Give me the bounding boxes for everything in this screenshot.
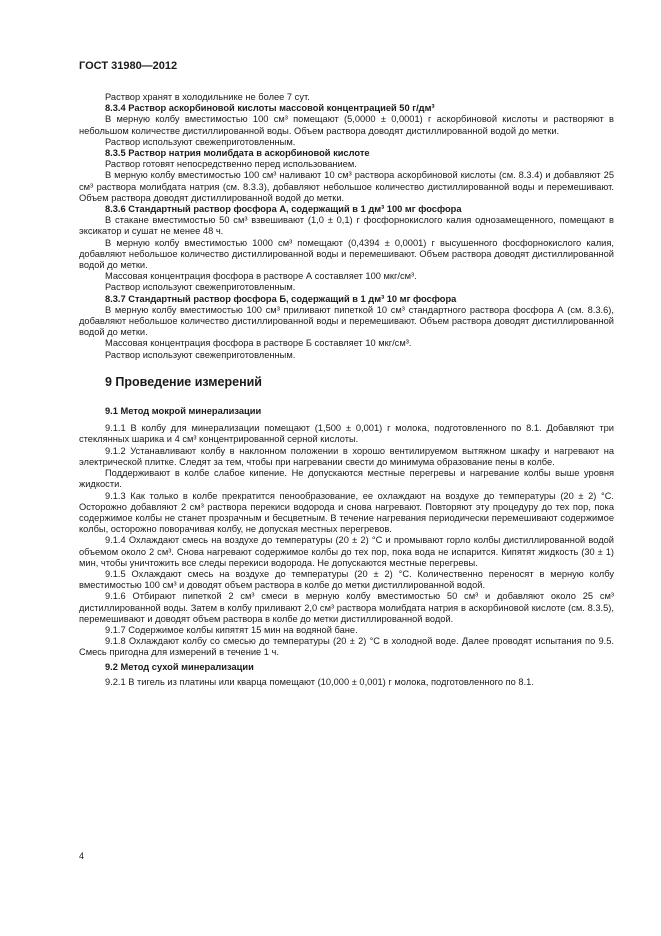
document-body [79,92,614,688]
paragraph: Раствор используют свежеприготовленным. [105,349,296,360]
paragraph: 9.1.4 Охлаждают смесь на воздухе до температуры (20 ± 2) °С и промывают горло колбы дистиллированной водой объемом около 2 см³. Снова нагревают содержимое колбы до тех пор, пока вода не испарится. Кипятят жидкость (30 ± 1) мин, чтобы уничтожить все следы перекиси водорода. Не допускаются местные перегревы. [79,535,614,568]
paragraph: 9.1.3 Как только в колбе прекратится пенообразование, ее охлаждают на воздухе до температуры (20 ± 2) °С. Осторожно добавляют 2 см³ раствора перекиси водорода и снова нагревают. Повторяют эту процедуру до тех пор, пока содержимое колбы не станет прозрачным и бесцветным. В течение нагревания периодически перемешивают содержимое колбы, осторожно поворачивая колбу, не допуская местных перегревов. [79,490,614,535]
subsection-heading: 9.2 Метод сухой минерализации [105,661,254,672]
paragraph: В мерную колбу вместимостью 1000 см³ помещают (0,4394 ± 0,0001) г высушенного фосфорнокислого калия, добавляют небольшое количество дистиллированной воды и перемешивают. Объем раствора доводят дистиллированной водой до метки. [79,237,614,271]
paragraph: 9.1.2 Устанавливают колбу в наклонном положении в хорошо вентилируемом вытяжном шкафу и нагревают на электрической плитке. Следят за тем, чтобы при нагревании свести до минимума образование пены в колбе. [79,445,614,467]
paragraph: Массовая концентрация фосфора в растворе Б составляет 10 мкг/см³. [105,338,412,349]
paragraph: 9.1.5 Охлаждают смесь на воздухе до температуры (20 ± 2) °С. Количественно переносят в мерную колбу вместимостью 100 см³ и доводят объем раствора в колбе до метки дистиллированной водой. [79,568,614,591]
paragraph: 9.2.1 В тигель из платины или кварца помещают (10,000 ± 0,001) г молока, подготовленного по 8.1. [105,676,534,687]
clause-heading: 8.3.6 Стандартный раствор фосфора А, содержащий в 1 дм³ 100 мг фосфора [105,204,462,215]
paragraph: 9.1.8 Охлаждают колбу со смесью до температуры (20 ± 2) °С в холодной воде. Далее проводят испытания по 9.5. Смесь пригодна для измерений в течение 1 ч. [79,636,614,658]
paragraph: В стакане вместимостью 50 см³ взвешивают (1,0 ± 0,1) г фосфорнокислого калия однозамещенного, помещают в эксикатор и сушат не менее 48 ч. [79,215,614,237]
paragraph: 9.1.7 Содержимое колбы кипятят 15 мин на водяной бане. [105,624,358,635]
section-heading: 9 Проведение измерений [105,374,262,389]
paragraph: Раствор готовят непосредственно перед использованием. [105,159,357,170]
paragraph: В мерную колбу вместимостью 100 см³ наливают 10 см³ раствора аскорбиновой кислоты (см. 8.3.4) и добавляют 25 см³ раствора молибдата натрия (см. 8.3.3), добавляют небольшое количество дистиллированной воды и перемешивают. Объем раствора доводят дистиллированной водой до метки. [79,170,614,203]
paragraph: 9.1.6 Отбирают пипеткой 2 см³ смеси в мерную колбу вместимостью 50 см³ и добавляют около 25 см³ дистиллированной воды. Затем в колбу приливают 2,0 см³ раствора молибдата натрия в аскорбиновой кислоте (см. 8.3.5), перемешивают и доводят объем раствора в колбе до метки дистиллированной водой. [79,591,614,624]
clause-heading: 8.3.7 Стандартный раствор фосфора Б, содержащий в 1 дм³ 10 мг фосфора [105,293,457,304]
document-header: ГОСТ 31980—2012 [79,60,178,72]
paragraph: Массовая концентрация фосфора в растворе А составляет 100 мкг/см³. [105,271,417,282]
paragraph: Раствор используют свежеприготовленным. [105,282,296,293]
paragraph: Раствор используют свежеприготовленным. [105,136,296,147]
subsection-heading: 9.1 Метод мокрой минерализации [105,406,262,417]
paragraph: Поддерживают в колбе слабое кипение. Не допускаются местные перегревы и нагревание колбы выше уровня жидкости. [79,468,614,490]
page-number: 4 [79,851,85,861]
paragraph: 9.1.1 В колбу для минерализации помещают (1,500 ± 0,001) г молока, подготовленного по 8.1. Добавляют три стеклянных шарика и 4 см³ концентрированной серной кислоты. [79,423,614,445]
clause-heading: 8.3.5 Раствор натрия молибдата в аскорбиновой кислоте [105,148,370,159]
paragraph: Раствор хранят в холодильнике не более 7 сут. [105,92,310,102]
paragraph: В мерную колбу вместимостью 100 см³ приливают пипеткой 10 см³ стандартного раствора фосфора А (см. 8.3.6), добавляют небольшое количество дистиллированной воды и перемешивают. Объем раствора доводят дистиллированной водой до метки. [79,304,614,338]
clause-heading: 8.3.4 Раствор аскорбиновой кислоты массовой концентрацией 50 г/дм³ [105,103,435,114]
paragraph: В мерную колбу вместимостью 100 см³ помещают (5,0000 ± 0,0001) г аскорбиновой кислоты и растворяют в небольшом количестве дистиллированной воды. Объем раствора доводят дистиллированной водой до метки. [79,114,614,136]
